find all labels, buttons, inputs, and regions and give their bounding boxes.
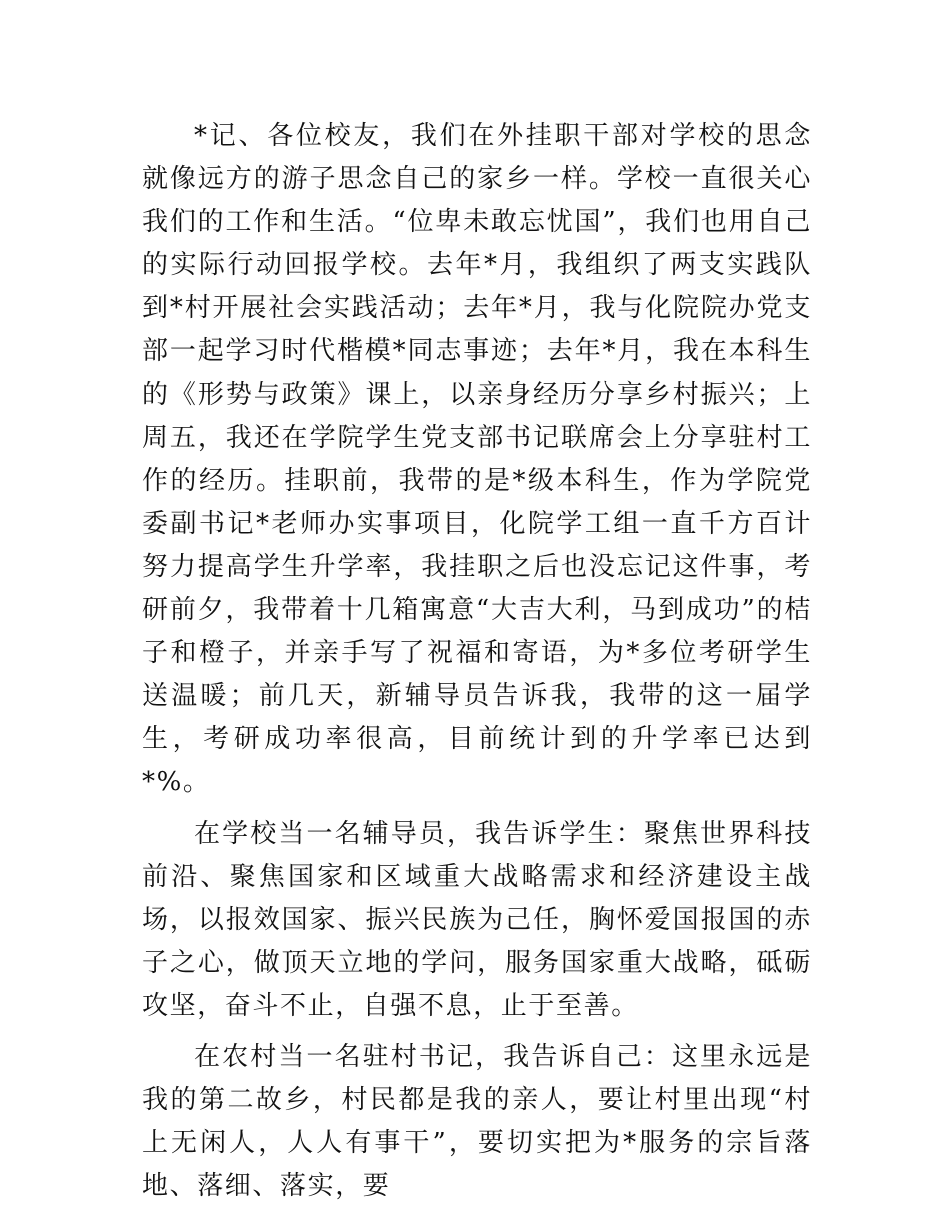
paragraph-counselor: 在学校当一名辅导员，我告诉学生：聚焦世界科技前沿、聚焦国家和区域重大战略需求和经济建设主战场，以报效国家、振兴民族为己任，胸怀爱国报国的赤子之心，做顶天立地的学问，服务国家重大战略，砥砺攻坚，奋斗不止，自强不息，止于至善。: [142, 818, 812, 1021]
paragraph-alumni-activities: *记、各位校友，我们在外挂职干部对学校的思念就像远方的游子思念自己的家乡一样。学校一直很关心我们的工作和生活。“位卑未敢忘忧国”，我们也用自己的实际行动回报学校。去年*月，我组织了两支实践队到*村开展社会实践活动；去年*月，我与化院院办党支部一起学习时代楷模*同志事迹；去年*月，我在本科生的《形势与政策》课上，以亲身经历分享乡村振兴；上周五，我还在学院学生党支部书记联席会上分享驻村工作的经历。挂职前，我带的是*级本科生，作为学院党委副书记*老师办实事项目，化院学工组一直千方百计努力提高学生升学率，我挂职之后也没忘记这件事，考研前夕，我带着十几箱寓意“大吉大利，马到成功”的桔子和橙子，并亲手写了祝福和寄语，为*多位考研学生送温暖；前几天，新辅导员告诉我，我带的这一届学生，考研成功率很高，目前统计到的升学率已达到*%。: [142, 121, 812, 798]
document-body: [142, 115, 812, 1208]
paragraph-village-secretary: 在农村当一名驻村书记，我告诉自己：这里永远是我的第二故乡，村民都是我的亲人，要让村里出现“村上无闲人，人人有事干”，要切实把为*服务的宗旨落地、落细、落实，要: [142, 1041, 812, 1202]
